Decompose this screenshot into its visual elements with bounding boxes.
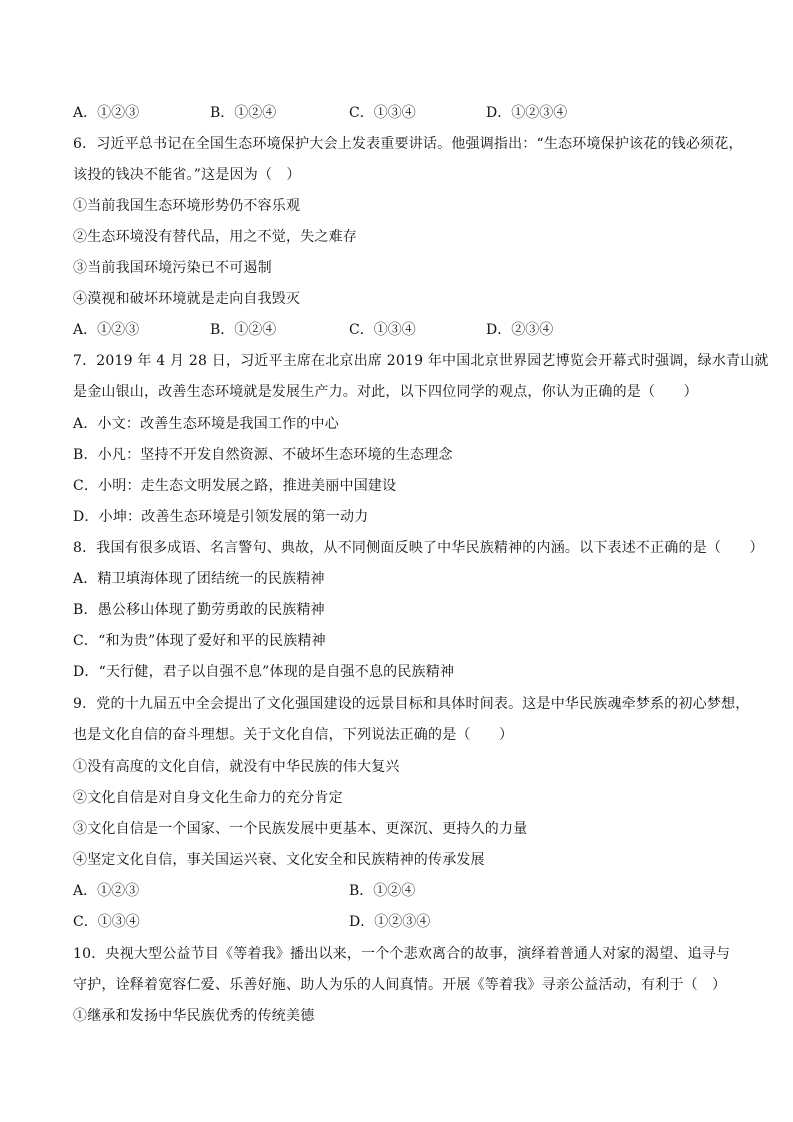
q7-option-c[interactable]: C．小明：走生态文明发展之路，推进美丽中国建设 — [73, 478, 397, 494]
q9-stem-line-2: 也是文化自信的奋斗理想。关于文化自信，下列说法正确的是（ ） — [73, 727, 514, 743]
q5-option-c[interactable]: C．①③④ — [349, 105, 416, 121]
q7-option-a[interactable]: A．小文：改善生态环境是我国工作的中心 — [73, 416, 339, 432]
q6-stem-line-2: 该投的钱决不能省。”这是因为（ ） — [73, 167, 301, 183]
q9-item-1: ①没有高度的文化自信，就没有中华民族的伟大复兴 — [73, 759, 400, 775]
q6-item-2: ②生态环境没有替代品，用之不觉，失之难存 — [73, 229, 357, 245]
q10-item-1: ①继承和发扬中华民族优秀的传统美德 — [73, 1008, 315, 1024]
q9-option-a[interactable]: A．①②③ — [73, 883, 140, 899]
q5-option-a[interactable]: A．①②③ — [73, 105, 140, 121]
q10-stem-line-1: 10．央视大型公益节目《等着我》播出以来，一个个悲欢离合的故事，演绎着普通人对家的渴望、追寻与 — [73, 946, 731, 962]
q6-option-b[interactable]: B．①②④ — [210, 322, 277, 338]
q9-options-row-2 — [73, 912, 733, 932]
q6-item-1: ①当前我国生态环境形势仍不容乐观 — [73, 198, 301, 214]
q6-stem-line-1: 6．习近平总书记在全国生态环境保护大会上发表重要讲话。他强调指出：“生态环境保护该花的钱必须花， — [73, 136, 743, 152]
q6-option-d[interactable]: D．②③④ — [486, 322, 554, 338]
q7-stem-line-2: 是金山银山，改善生态环境就是发展生产力。对此，以下四位同学的观点，你认为正确的是（ ） — [73, 384, 698, 400]
q6-item-3: ③当前我国环境污染已不可遏制 — [73, 260, 272, 276]
q9-item-2: ②文化自信是对自身文化生命力的充分肯定 — [73, 790, 343, 806]
q9-stem-line-1: 9．党的十九届五中全会提出了文化强国建设的远景目标和具体时间表。这是中华民族魂牵梦系的初心梦想， — [73, 696, 750, 712]
q6-item-4: ④漠视和破坏环境就是走向自我毁灭 — [73, 291, 301, 307]
q9-item-4: ④坚定文化自信，事关国运兴衰、文化安全和民族精神的传承发展 — [73, 852, 485, 868]
q9-item-3: ③文化自信是一个国家、一个民族发展中更基本、更深沉、更持久的力量 — [73, 821, 528, 837]
q8-option-d[interactable]: D．“天行健，君子以自强不息”体现的是自强不息的民族精神 — [73, 664, 455, 680]
q9-option-b[interactable]: B．①②④ — [349, 883, 416, 899]
q5-option-b[interactable]: B．①②④ — [210, 105, 277, 121]
q9-options-row-1 — [73, 881, 733, 901]
q6-option-c[interactable]: C．①③④ — [349, 322, 416, 338]
q7-option-b[interactable]: B．小凡：坚持不开发自然资源、不破坏生态环境的生态理念 — [73, 447, 453, 463]
q8-stem-line-1: 8．我国有很多成语、名言警句、典故，从不同侧面反映了中华民族精神的内涵。以下表述不正确的是（ ） — [73, 540, 764, 556]
q8-option-c[interactable]: C．“和为贵”体现了爱好和平的民族精神 — [73, 633, 326, 649]
q6-option-a[interactable]: A．①②③ — [73, 322, 140, 338]
q9-option-c[interactable]: C．①③④ — [73, 914, 140, 930]
q6-options — [73, 320, 733, 340]
q7-option-d[interactable]: D．小坤：改善生态环境是引领发展的第一动力 — [73, 509, 369, 525]
q10-stem-line-2: 守护，诠释着宽容仁爱、乐善好施、助人为乐的人间真情。开展《等着我》寻亲公益活动，有利于（ ） — [73, 977, 727, 993]
q8-option-b[interactable]: B．愚公移山体现了勤劳勇敢的民族精神 — [73, 602, 325, 618]
q8-option-a[interactable]: A．精卫填海体现了团结统一的民族精神 — [73, 571, 325, 587]
q9-option-d[interactable]: D．①②③④ — [349, 914, 431, 930]
q5-options — [73, 103, 733, 123]
q7-stem-line-1: 7．2019 年 4 月 28 日，习近平主席在北京出席 2019 年中国北京世界园艺博览会开幕式时强调，绿水青山就 — [73, 353, 769, 369]
q5-option-d[interactable]: D．①②③④ — [486, 105, 568, 121]
